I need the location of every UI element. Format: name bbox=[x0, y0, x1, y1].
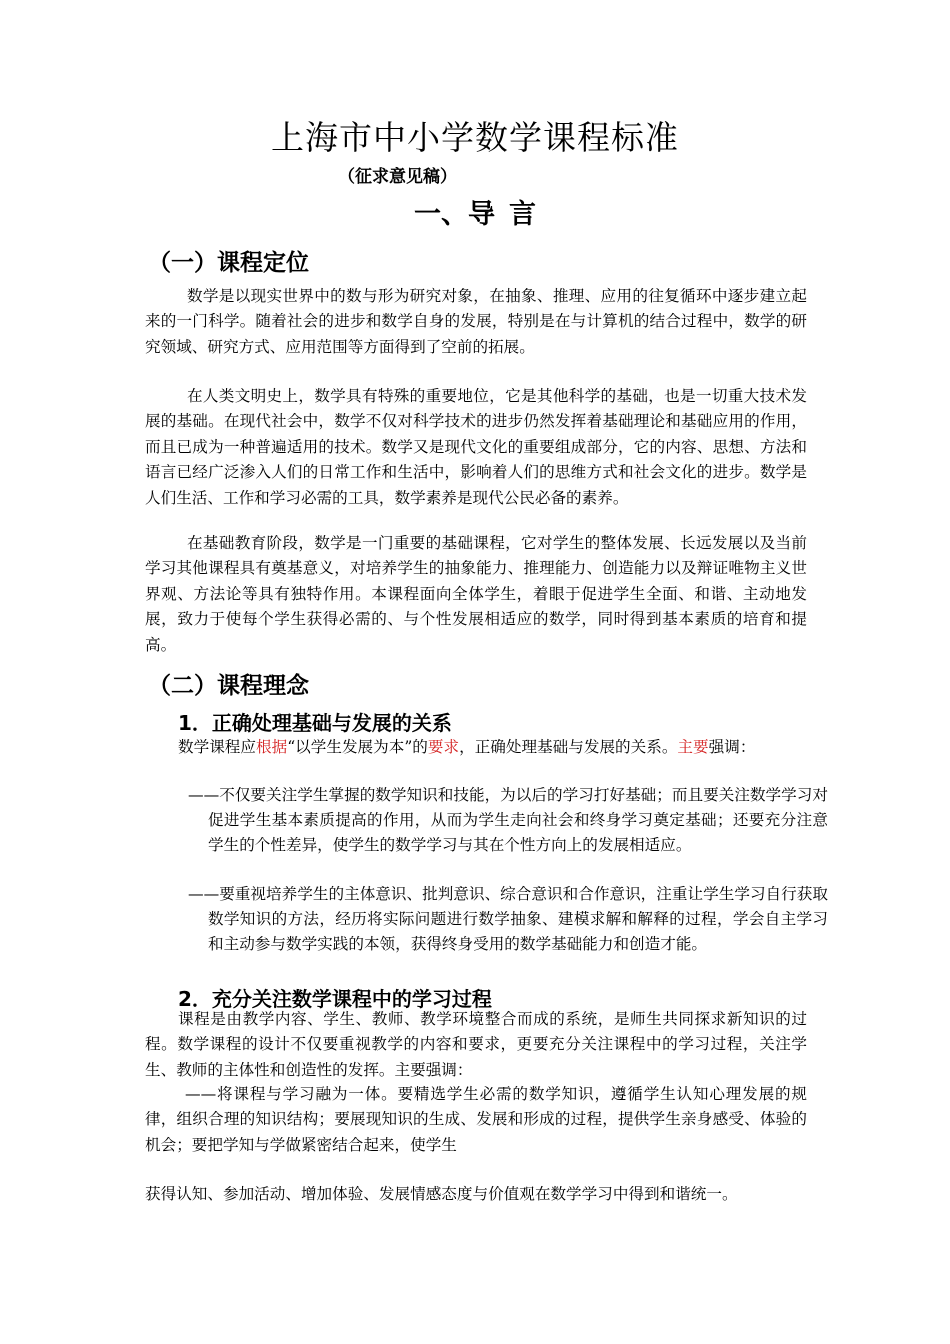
paragraph: 课程是由教学内容、学生、教师、教学环境整合而成的系统，是师生共同探求新知识的过程。数学课程的设计不仅要重视教学的内容和要求，更要充分关注课程中的学习过程，关注学生、教师的主体性和创造性的发挥。主要强调： bbox=[145, 1010, 807, 1079]
paragraph: 获得认知、参加活动、增加体验、发展情感态度与价值观在数学学习中得到和谐统一。 bbox=[145, 1185, 738, 1203]
section-heading-positioning: （一）课程定位 bbox=[148, 250, 309, 276]
paragraph: 在基础教育阶段，数学是一门重要的基础课程，它对学生的整体发展、长远发展以及当前学习其他课程具有奠基意义，对培养学生的抽象能力、推理能力、创造能力以及辩证唯物主义世界观、方法论等具有独特作用。本课程面向全体学生，着眼于促进学生全面、和谐、主动地发展，致力于使每个学生获得必需的、与个性发展相适应的数学，同时得到基本素质的培育和提高。 bbox=[145, 534, 807, 654]
chapter-word-2: 言 bbox=[509, 199, 536, 230]
bullet-item: ——不仅要关注学生掌握的数学知识和技能，为以后的学习打好基础；而且要关注数学学习对促进学生基本素质提高的作用，从而为学生走向社会和终身学习奠定基础；还要充分注意学生的个性差异，使学生的数学学习与其在个性方向上的发展相适应。 bbox=[188, 786, 828, 854]
text-run: “以学生发展为本”的 bbox=[287, 738, 428, 756]
subsection-heading-2: 2．充分关注数学课程中的学习过程 bbox=[178, 987, 492, 1011]
text-run: 强调： bbox=[708, 738, 756, 756]
chapter-heading bbox=[0, 192, 950, 231]
chapter-number: 一、 bbox=[414, 199, 468, 230]
document-title: 上海市中小学数学课程标准 bbox=[271, 118, 679, 157]
bullet-item: ——要重视培养学生的主体意识、批判意识、综合意识和合作意识，注重让学生学习自行获取数学知识的方法，经历将实际问题进行数学抽象、建模求解和解释的过程，学会自主学习和主动参与数学实践的本领，获得终身受用的数学基础能力和创造才能。 bbox=[188, 885, 828, 953]
paragraph: ——将课程与学习融为一体。要精选学生必需的数学知识，遵循学生认知心理发展的规律，组织合理的知识结构；要展现知识的生成、发展和形成的过程，提供学生亲身感受、体验的机会；要把学知与学做紧密结合起来，使学生 bbox=[145, 1085, 807, 1154]
chapter-word-1: 导 bbox=[468, 199, 495, 230]
subsection-heading-1: 1．正确处理基础与发展的关系 bbox=[178, 711, 452, 735]
section-heading-philosophy: （二）课程理念 bbox=[148, 673, 309, 699]
text-run: 数学课程应 bbox=[178, 738, 256, 756]
text-run: ，正确处理基础与发展的关系。 bbox=[459, 738, 678, 756]
highlighted-text: 主要 bbox=[677, 738, 709, 756]
paragraph-intro bbox=[145, 735, 807, 760]
paragraph: 在人类文明史上，数学具有特殊的重要地位，它是其他科学的基础，也是一切重大技术发展的基础。在现代社会中，数学不仅对科学技术的进步仍然发挥着基础理论和基础应用的作用，而且已成为一种普遍适用的技术。数学又是现代文化的重要组成部分，它的内容、思想、方法和语言已经广泛渗入人们的日常工作和生活中，影响着人们的思维方式和社会文化的进步。数学是人们生活、工作和学习必需的工具，数学素养是现代公民必备的素养。 bbox=[145, 387, 807, 507]
document-subtitle: （征求意见稿） bbox=[338, 167, 457, 187]
highlighted-text: 根据 bbox=[255, 738, 288, 756]
highlighted-text: 要求 bbox=[427, 738, 460, 756]
paragraph: 数学是以现实世界中的数与形为研究对象，在抽象、推理、应用的往复循环中逐步建立起来的一门科学。随着社会的进步和数学自身的发展，特别是在与计算机的结合过程中，数学的研究领域、研究方式、应用范围等方面得到了空前的拓展。 bbox=[145, 287, 807, 356]
